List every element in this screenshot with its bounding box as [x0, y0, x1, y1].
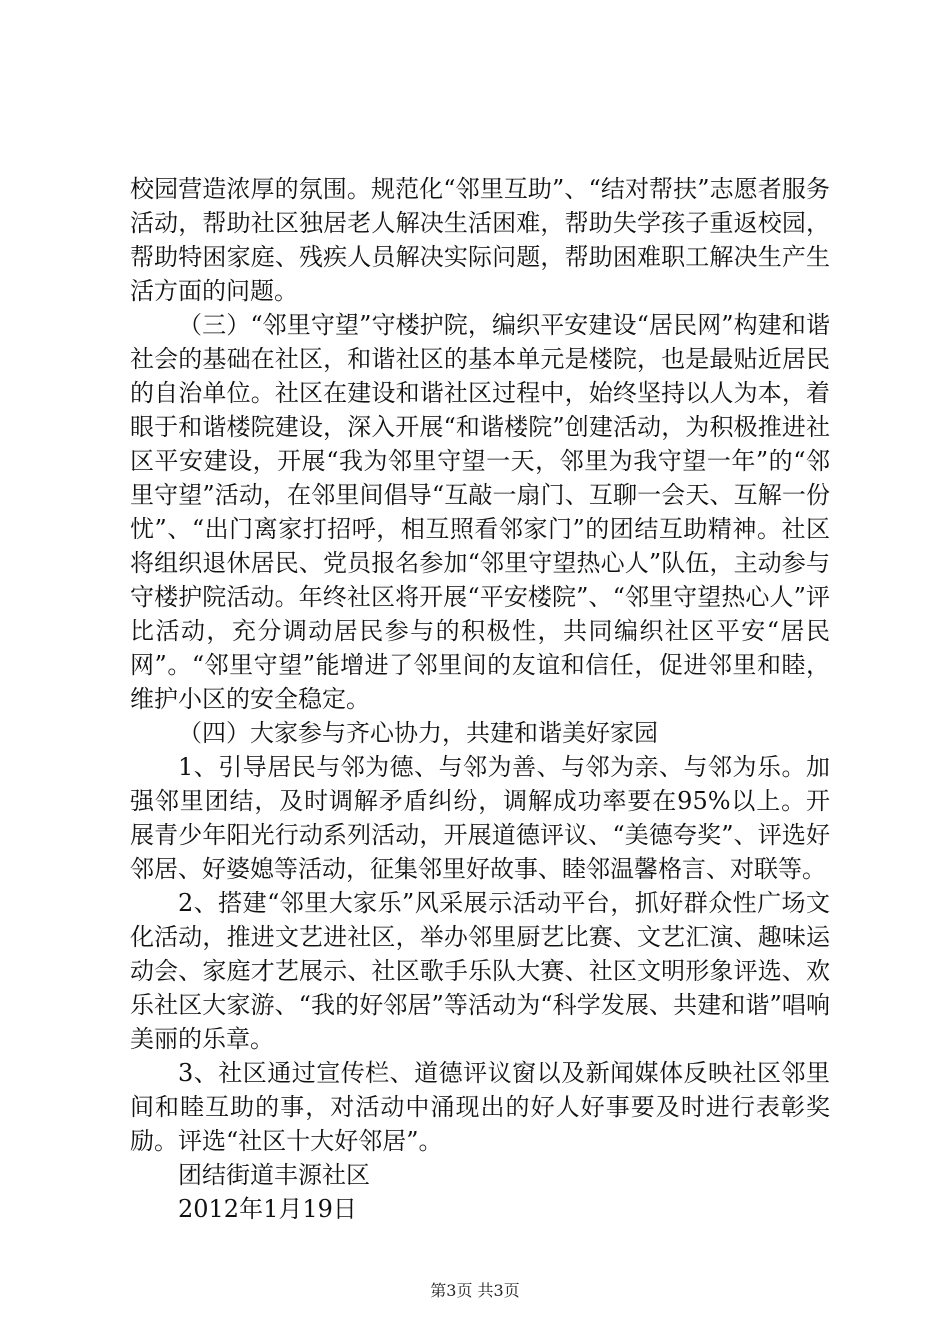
- page-footer: 第3页 共3页: [430, 1281, 520, 1300]
- signature-date: 2012年1月19日: [178, 1195, 357, 1223]
- paragraph-item-2: 2、搭建“邻里大家乐”风采展示活动平台，抓好群众性广场文化活动，推进文艺进社区，举办邻里厨艺比赛、文艺汇演、趣味运动会、家庭才艺展示、社区歌手乐队大赛、社区文明形象评选、欢乐社区大家游、“我的好邻居”等活动为“科学发展、共建和谐”唱响美丽的乐章。: [130, 889, 830, 1053]
- document-body: [130, 172, 830, 1226]
- paragraph-continuation: 校园营造浓厚的氛围。规范化“邻里互助”、“结对帮扶”志愿者服务活动，帮助社区独居老人解决生活困难，帮助失学孩子重返校园，帮助特困家庭、残疾人员解决实际问题，帮助困难职工解决生产生活方面的问题。: [130, 175, 830, 305]
- signature-organization: 团结街道丰源社区: [178, 1161, 370, 1189]
- paragraph-section-three: （三）“邻里守望”守楼护院，编织平安建设“居民网”构建和谐社会的基础在社区，和谐社区的基本单元是楼院，也是最贴近居民的自治单位。社区在建设和谐社区过程中，始终坚持以人为本，着眼于和谐楼院建设，深入开展“和谐楼院”创建活动，为积极推进社区平安建设，开展“我为邻里守望一天，邻里为我守望一年”的“邻里守望”活动，在邻里间倡导“互敲一扇门、互聊一会天、互解一份忧”、“出门离家打招呼，相互照看邻家门”的团结互助精神。社区将组织退休居民、党员报名参加“邻里守望热心人”队伍，主动参与守楼护院活动。年终社区将开展“平安楼院”、“邻里守望热心人”评比活动，充分调动居民参与的积极性，共同编织社区平安“居民网”。“邻里守望”能增进了邻里间的友谊和信任，促进邻里和睦，维护小区的安全稳定。: [130, 311, 830, 713]
- section-heading-four: （四）大家参与齐心协力，共建和谐美好家园: [178, 719, 658, 747]
- paragraph-item-3: 3、社区通过宣传栏、道德评议窗以及新闻媒体反映社区邻里间和睦互助的事，对活动中涌现出的好人好事要及时进行表彰奖励。评选“社区十大好邻居”。: [130, 1059, 830, 1155]
- paragraph-item-1: 1、引导居民与邻为德、与邻为善、与邻为亲、与邻为乐。加强邻里团结，及时调解矛盾纠纷，调解成功率要在95%以上。开展青少年阳光行动系列活动，开展道德评议、“美德夸奖”、评选好邻居、好婆媳等活动，征集邻里好故事、睦邻温馨格言、对联等。: [130, 753, 830, 883]
